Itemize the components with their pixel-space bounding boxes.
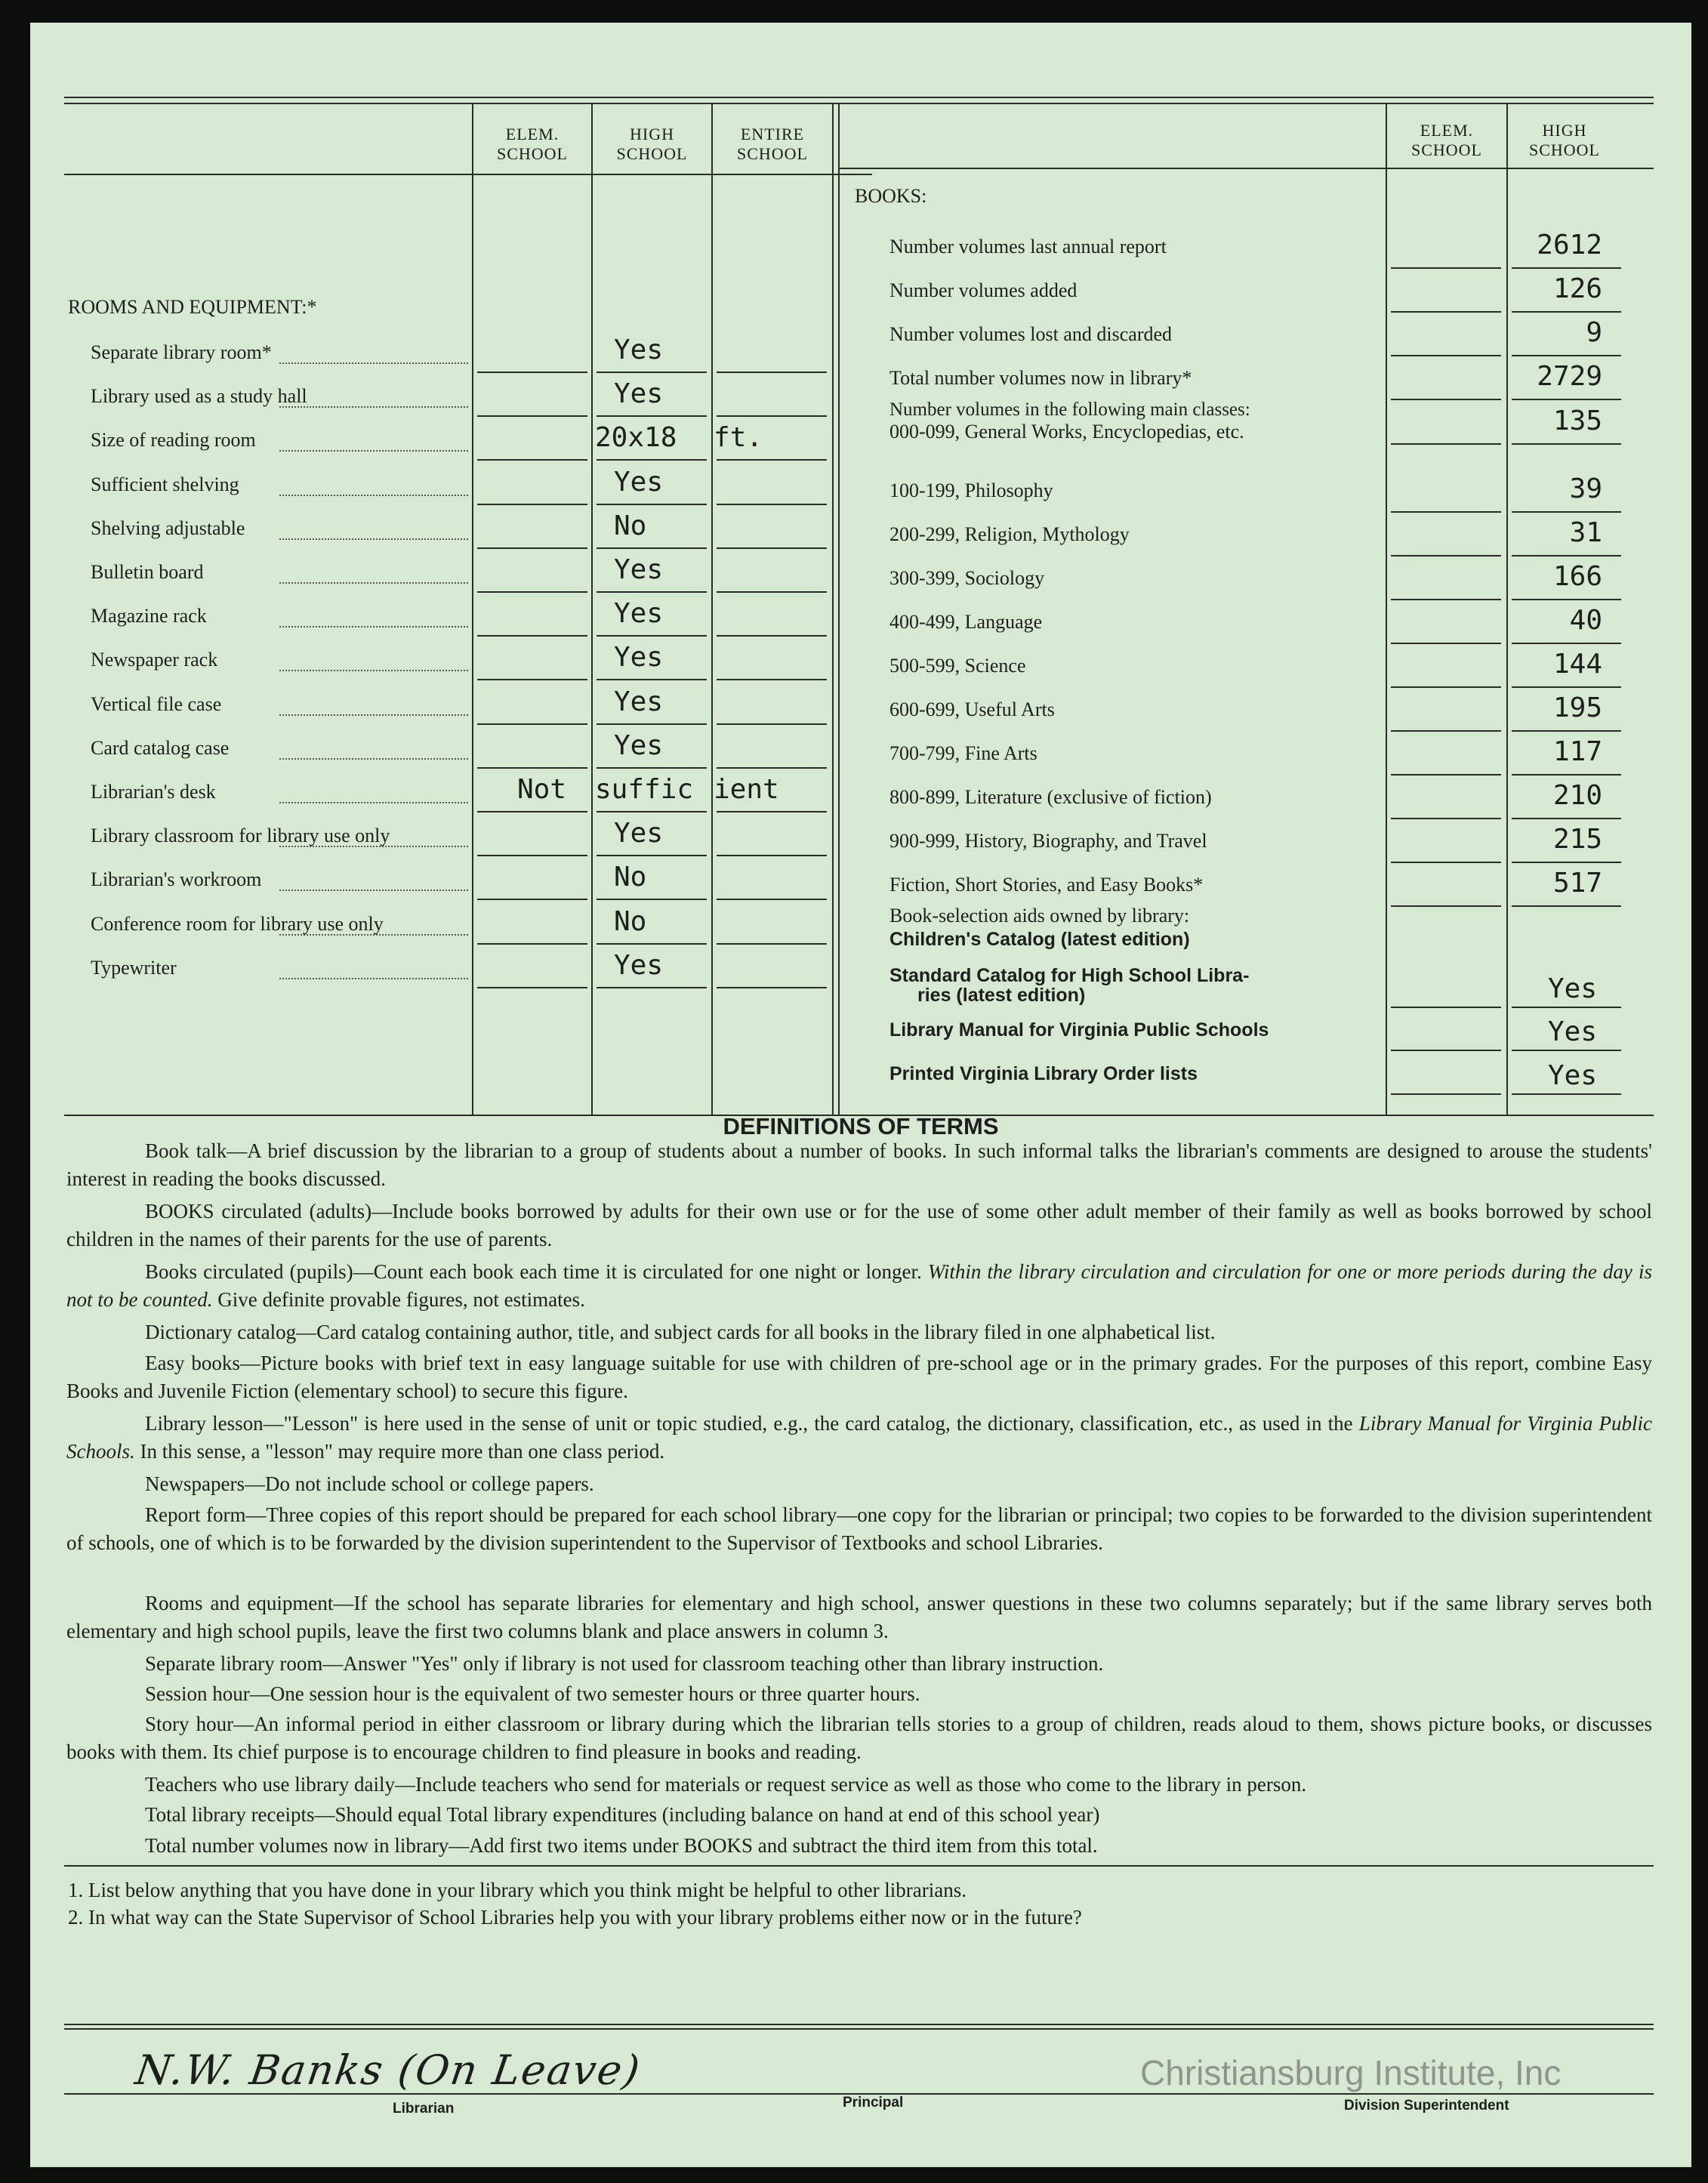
- definition-text: —A brief discussion by the librarian to a group of students about a number of books. In such informal talks the librarian's comments are designed to arouse the students' interest in reading the books discussed.: [66, 1139, 1652, 1190]
- book-label: 500-599, Science: [889, 655, 1026, 677]
- cell-rule: [597, 899, 707, 900]
- cell-rule: [477, 679, 587, 680]
- definition-italic: Within the library circulation and circulation for one or more periods during the day is not to be counted.: [66, 1260, 1652, 1311]
- col-line: [711, 103, 713, 1115]
- cell-rule: [477, 943, 587, 945]
- definition-item: [66, 1680, 1652, 1708]
- definition-text: —Do not include school or college papers.: [244, 1472, 594, 1495]
- cell-rule: [1512, 862, 1621, 863]
- cell-rule: [717, 943, 827, 945]
- report-page: [30, 23, 1691, 2167]
- definition-text: —One session hour is the equivalent of two semester hours or three quarter hours.: [249, 1682, 920, 1705]
- definitions-title: DEFINITIONS OF TERMS: [723, 1113, 999, 1139]
- book-high-value: 2729: [1537, 361, 1602, 392]
- cell-rule: [717, 723, 827, 725]
- definition-term: Total number volumes now in library: [145, 1834, 449, 1857]
- cell-rule: [477, 987, 587, 988]
- cell-rule: [597, 723, 707, 725]
- book-high-value: 166: [1552, 561, 1602, 592]
- definition-text: —Include books borrowed by adults for their own use or for the use of some other adult member of their family as well as books borrowed by school children in the names of their parents for the use of parents.: [66, 1200, 1652, 1250]
- superintendent-label: Division Superintendent: [1344, 2098, 1509, 2114]
- cell-rule: [477, 504, 587, 505]
- book-high-value: 135: [1552, 405, 1602, 436]
- cell-rule: [1391, 643, 1501, 644]
- signature-rule-top-2: [64, 2028, 1654, 2030]
- col-line: [591, 103, 593, 1115]
- cell-rule: [1512, 730, 1621, 732]
- definition-item: [66, 1589, 1652, 1645]
- cell-rule: [717, 547, 827, 549]
- aid-label-cont: ries (latest edition): [917, 985, 1086, 1006]
- definition-item: [66, 1258, 1652, 1314]
- definition-item: [66, 1349, 1652, 1405]
- cell-rule: [1512, 399, 1621, 400]
- room-label: Library classroom for library use only: [91, 825, 390, 847]
- cell-rule: [597, 811, 707, 812]
- librarian-label: Librarian: [393, 2101, 455, 2117]
- cell-rule: [717, 591, 827, 593]
- cell-rule: [597, 679, 707, 680]
- cell-rule: [717, 504, 827, 505]
- room-entire-value: ient: [714, 774, 779, 805]
- cell-rule: [597, 415, 707, 417]
- definition-item: [66, 1832, 1652, 1860]
- aid-high-value: Yes: [1548, 1016, 1598, 1047]
- cell-rule: [1512, 1007, 1621, 1008]
- definition-term: Story hour: [145, 1713, 234, 1735]
- col-line: [838, 103, 840, 1115]
- room-high-value: Yes: [614, 818, 664, 849]
- room-label: Newspaper rack: [91, 649, 218, 671]
- book-high-value: 215: [1552, 824, 1602, 855]
- book-high-value: 517: [1552, 868, 1602, 899]
- definition-term: Books circulated (pupils): [145, 1260, 353, 1283]
- definition-item: [66, 1710, 1652, 1766]
- cell-rule: [1512, 555, 1621, 557]
- col-line: [832, 103, 834, 1115]
- cell-rule: [597, 987, 707, 988]
- cell-rule: [597, 547, 707, 549]
- cell-rule: [1391, 774, 1501, 775]
- aid-label: Library Manual for Virginia Public Schools: [889, 1019, 1269, 1041]
- definition-term: Separate library room: [145, 1652, 323, 1675]
- book-class-label: Number volumes in the following main classes:: [889, 399, 1250, 420]
- book-high-value: 40: [1569, 605, 1602, 636]
- cell-rule: [717, 415, 827, 417]
- cell-rule: [1391, 1050, 1501, 1051]
- cell-rule: [1391, 555, 1501, 557]
- cell-rule: [477, 855, 587, 856]
- cell-rule: [477, 767, 587, 769]
- book-label: 200-299, Religion, Mythology: [889, 523, 1130, 545]
- room-label: Librarian's desk: [91, 781, 216, 803]
- cell-rule: [717, 679, 827, 680]
- signature-rule-top: [64, 2024, 1654, 2025]
- cell-rule: [1512, 1050, 1621, 1051]
- definition-text: —Picture books with brief text in easy language suitable for use with children of pre-school age or in the primary grades. For the purposes of this report, combine Easy Books and Juvenile Fiction (elementary school) to secure this figure.: [66, 1352, 1653, 1402]
- definition-text: —Answer "Yes" only if library is not used for classroom teaching other than library instruction.: [322, 1652, 1104, 1675]
- cell-rule: [597, 372, 707, 373]
- room-label: Sufficient shelving: [91, 473, 239, 495]
- cell-rule: [477, 591, 587, 593]
- room-high-value: Yes: [614, 335, 664, 365]
- room-label: Librarian's workroom: [91, 868, 262, 891]
- book-label: 600-699, Useful Arts: [889, 698, 1055, 720]
- question-2: 2. In what way can the State Supervisor of School Libraries help you with your library problems either now or in the future?: [68, 1906, 1082, 1929]
- definition-text: —If the school has separate libraries for elementary and high school, answer questions in these two columns separately; but if the same library serves both elementary and high school pupils, leave the first two columns blank and place answers in column 3.: [66, 1592, 1652, 1642]
- cell-rule: [1512, 774, 1621, 775]
- cell-rule: [597, 855, 707, 856]
- cell-rule: [597, 591, 707, 593]
- room-entire-value: ft.: [714, 422, 763, 454]
- header-rule-left: [64, 174, 872, 175]
- definition-term: Book talk: [145, 1139, 227, 1162]
- cell-rule: [477, 415, 587, 417]
- col-line: [472, 103, 473, 1115]
- cell-rule: [1391, 599, 1501, 600]
- definition-italic: Library Manual for Virginia Public Schools.: [66, 1412, 1652, 1463]
- definition-item: [66, 1137, 1652, 1193]
- rooms-heading: ROOMS AND EQUIPMENT:*: [68, 296, 317, 318]
- cell-rule: [1512, 686, 1621, 688]
- room-high-value: Yes: [614, 949, 664, 981]
- book-label: 700-799, Fine Arts: [889, 742, 1037, 764]
- cell-rule: [717, 459, 827, 461]
- definition-emphasis: Total library expenditures (including balance on hand at end of this school year): [446, 1803, 1100, 1826]
- book-high-value: 9: [1586, 317, 1602, 348]
- definition-text: —Card catalog containing author, title, and subject cards for all books in the library filed in one alphabetical list.: [296, 1321, 1216, 1343]
- room-high-value: Yes: [614, 686, 664, 717]
- room-high-value: No: [614, 510, 647, 541]
- definition-item: [66, 1470, 1652, 1498]
- aid-label: Standard Catalog for High School Libra-: [889, 965, 1250, 986]
- room-label: Bulletin board: [91, 561, 204, 583]
- book-label: 400-499, Language: [889, 611, 1043, 633]
- definition-item: [66, 1771, 1652, 1799]
- cell-rule: [717, 811, 827, 812]
- cell-rule: [717, 372, 827, 373]
- book-high-value: 126: [1552, 273, 1602, 304]
- book-label: Fiction, Short Stories, and Easy Books*: [889, 874, 1204, 896]
- aids-heading: Book-selection aids owned by library:: [889, 905, 1190, 927]
- cell-rule: [1391, 905, 1501, 907]
- definition-text: —"Lesson" is here used in the sense of unit or topic studied, e.g., the card catalog, the dictionary, classification, etc., as used in the: [263, 1412, 1359, 1435]
- librarian-signature: N.W. Banks (On Leave): [132, 2046, 644, 2094]
- cell-rule: [1512, 311, 1621, 313]
- books-heading: BOOKS:: [855, 185, 927, 207]
- aid-label: Children's Catalog (latest edition): [889, 929, 1190, 950]
- room-high-value: Yes: [614, 466, 664, 498]
- cell-rule: [477, 372, 587, 373]
- col-high-school-right: HIGH SCHOOL: [1528, 121, 1600, 159]
- definition-term: BOOKS circulated (adults): [145, 1200, 372, 1223]
- cell-rule: [1512, 599, 1621, 600]
- cell-rule: [1391, 311, 1501, 313]
- definition-term: Easy books: [145, 1352, 240, 1374]
- book-label: Total number volumes now in library*: [889, 367, 1192, 389]
- room-high-value: Yes: [614, 554, 664, 585]
- cell-rule: [1512, 443, 1621, 445]
- room-high-value: Yes: [614, 378, 664, 410]
- room-high-value: Yes: [614, 598, 664, 630]
- cell-rule: [1512, 818, 1621, 819]
- room-label: Vertical file case: [91, 692, 222, 715]
- cell-rule: [1391, 818, 1501, 819]
- cell-rule: [597, 504, 707, 505]
- col-high-school: HIGH SCHOOL: [616, 125, 688, 163]
- room-label: Size of reading room: [91, 429, 256, 452]
- definition-item: [66, 1650, 1652, 1678]
- cell-rule: [1391, 730, 1501, 732]
- cell-rule: [597, 943, 707, 945]
- definition-item: [66, 1198, 1652, 1253]
- cell-rule: [717, 855, 827, 856]
- definition-text: —Add first two items under BOOKS and subtract the third item from this total.: [449, 1834, 1098, 1857]
- cell-rule: [717, 767, 827, 769]
- book-label: 000-099, General Works, Encyclopedias, etc.: [889, 421, 1244, 442]
- definition-text: —Should equal: [314, 1803, 447, 1826]
- cell-rule: [477, 459, 587, 461]
- cell-rule: [1391, 511, 1501, 513]
- room-label: Conference room for library use only: [91, 912, 384, 935]
- aid-high-value: Yes: [1548, 973, 1598, 1004]
- definition-term: Session hour: [145, 1682, 250, 1705]
- definition-item: [66, 1410, 1652, 1466]
- cell-rule: [1512, 267, 1621, 269]
- cell-rule: [1391, 399, 1501, 400]
- room-label: Typewriter: [91, 956, 177, 979]
- definition-item: [66, 1318, 1652, 1346]
- cell-rule: [1391, 443, 1501, 445]
- cell-rule: [717, 899, 827, 900]
- room-high-value: No: [614, 862, 647, 893]
- cell-rule: [1512, 643, 1621, 644]
- book-label: 800-899, Literature (exclusive of fiction): [889, 786, 1212, 808]
- cell-rule: [477, 899, 587, 900]
- cell-rule: [477, 723, 587, 725]
- definition-text: —Three copies of this report should be prepared for each school library—one copy for the librarian or principal; two copies to be forwarded to the division superintendent of schools, one of which is to be forwarded by the division superintendent to the Supervisor of Textbooks and school Libraries.: [66, 1503, 1652, 1554]
- watermark: Christiansburg Institute, Inc: [1140, 2053, 1562, 2092]
- cell-rule: [1512, 511, 1621, 513]
- room-high-value: Yes: [614, 642, 664, 674]
- aid-label: Printed Virginia Library Order lists: [889, 1063, 1198, 1084]
- cell-rule: [717, 987, 827, 988]
- definition-text: —Count each book each time it is circulated for one night or longer.: [353, 1260, 928, 1283]
- room-label: Library used as a study hall: [91, 385, 307, 408]
- book-label: Number volumes added: [889, 279, 1078, 301]
- definition-item: [66, 1801, 1652, 1829]
- book-label: 300-399, Sociology: [889, 567, 1045, 589]
- definition-text: —An informal period in either classroom or library during which the librarian tells stories to a group of children, reads aloud to them, shows picture books, or discusses books with them. Its chief purpose is to encourage children to find pleasure in books and reading.: [66, 1713, 1653, 1763]
- room-label: Card catalog case: [91, 736, 230, 759]
- book-high-value: 2612: [1537, 230, 1602, 261]
- cell-rule: [1512, 1093, 1621, 1095]
- book-label: 100-199, Philosophy: [889, 479, 1053, 501]
- cell-rule: [1512, 355, 1621, 356]
- cell-rule: [1391, 267, 1501, 269]
- cell-rule: [1391, 1007, 1501, 1008]
- top-rule-2: [64, 103, 1654, 104]
- definition-term: Report form: [145, 1503, 246, 1526]
- room-label: Separate library room*: [91, 341, 272, 363]
- room-high-value: 20x18: [595, 422, 677, 454]
- room-label: Shelving adjustable: [91, 516, 245, 539]
- definition-term: Newspapers: [145, 1472, 245, 1495]
- book-high-value: 210: [1552, 780, 1602, 811]
- definition-term: Teachers who use library daily: [145, 1773, 395, 1796]
- book-label: Number volumes lost and discarded: [889, 323, 1173, 345]
- questions-rule: [64, 1865, 1654, 1867]
- book-label: Number volumes last annual report: [889, 236, 1167, 257]
- cell-rule: [1391, 355, 1501, 356]
- definition-term: Dictionary catalog: [145, 1321, 297, 1343]
- cell-rule: [477, 811, 587, 812]
- aid-high-value: Yes: [1548, 1060, 1598, 1091]
- room-elem-value: Not: [517, 774, 567, 805]
- cell-rule: [597, 635, 707, 637]
- cell-rule: [477, 635, 587, 637]
- principal-label: Principal: [843, 2095, 904, 2111]
- cell-rule: [477, 547, 587, 549]
- room-label: Magazine rack: [91, 605, 207, 627]
- book-high-value: 31: [1569, 517, 1602, 548]
- col-elem-school-right: ELEM. SCHOOL: [1410, 121, 1482, 159]
- cell-rule: [597, 459, 707, 461]
- room-high-value: Yes: [614, 729, 664, 761]
- definition-text-end: In this sense, a "lesson" may require more than one class period.: [134, 1440, 665, 1463]
- cell-rule: [1391, 686, 1501, 688]
- cell-rule: [1391, 862, 1501, 863]
- book-label: 900-999, History, Biography, and Travel: [889, 830, 1207, 852]
- question-1: 1. List below anything that you have done in your library which you think might be helpful to other librarians.: [68, 1879, 967, 1901]
- book-high-value: 144: [1552, 649, 1602, 680]
- cell-rule: [597, 767, 707, 769]
- book-high-value: 39: [1569, 473, 1602, 504]
- col-entire-school: ENTIRE SCHOOL: [736, 125, 808, 163]
- book-high-value: 117: [1552, 736, 1602, 767]
- definition-term: Rooms and equipment: [145, 1592, 334, 1614]
- col-elem-school: ELEM. SCHOOL: [496, 125, 568, 163]
- definition-item: [66, 1501, 1652, 1557]
- book-high-value: 195: [1552, 692, 1602, 723]
- definition-term: Library lesson: [145, 1412, 264, 1435]
- room-high-value: suffic: [595, 774, 694, 805]
- col-line: [1506, 103, 1508, 1115]
- room-high-value: No: [614, 905, 647, 937]
- col-line: [1386, 103, 1387, 1115]
- top-rule: [64, 97, 1654, 98]
- cell-rule: [1512, 905, 1621, 907]
- cell-rule: [717, 635, 827, 637]
- header-rule-right: [838, 168, 1654, 169]
- definition-text-end: Give definite provable figures, not estimates.: [212, 1288, 585, 1311]
- definition-text: —Include teachers who send for materials or request service as well as those who come to the library in person.: [395, 1773, 1307, 1796]
- definition-term: Total library receipts: [145, 1803, 315, 1826]
- cell-rule: [1391, 1093, 1501, 1095]
